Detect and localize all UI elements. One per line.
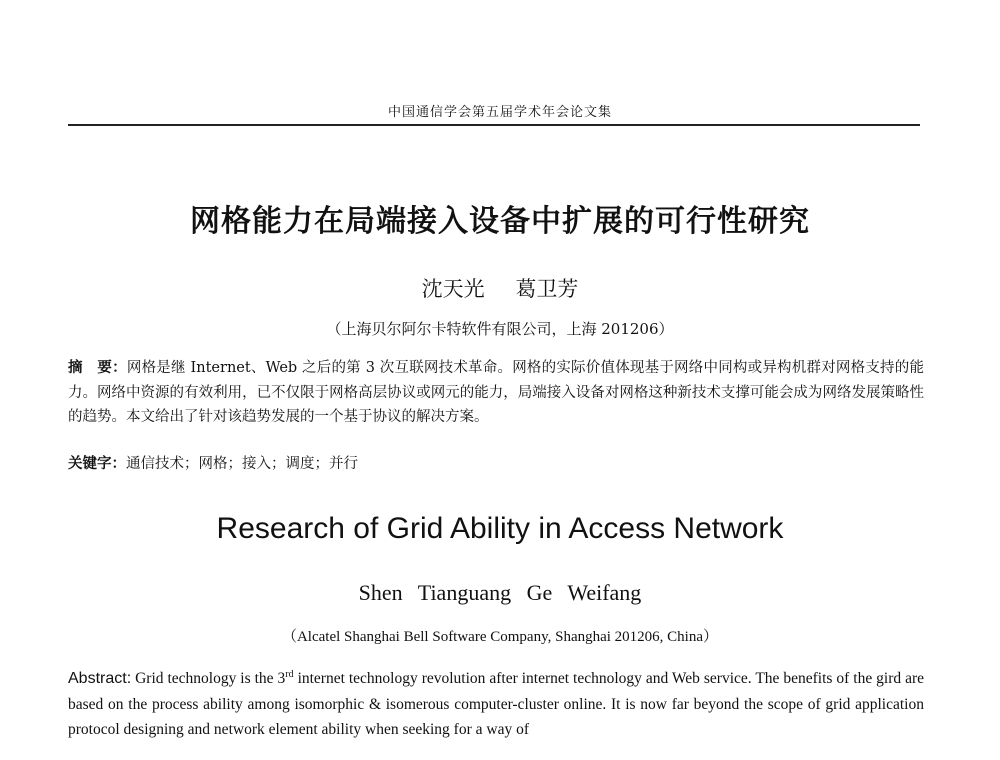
english-abstract-text-rest: internet technology revolution after internet technology and Web service. The benefits of the gird are based on the process ability among isomorphic & isomerous computer-cluster online. It is now far beyond the scope of grid application protocol designing and network element ability when seeking for a way of: [68, 670, 925, 738]
english-abstract-label: Abstract:: [68, 670, 132, 687]
chinese-keywords-label: 关键字：: [68, 456, 126, 472]
chinese-abstract-text: 网格是继 Internet、Web 之后的第 3 次互联网技术革命。网格的实际价值体现基于网络中同构或异构机群对网格支持的能力。网络中资源的有效利用，已不仅限于网格高层协议或网元的能力，局端接入设备对网格这种新技术支撑可能会成为网络发展策略性的趋势。本文给出了针对该趋势发展的一个基于协议的解决方案。: [68, 360, 924, 425]
english-affiliation: （Alcatel Shanghai Bell Software Company, Shanghai 201206, China）: [281, 629, 719, 645]
chinese-abstract-label: 摘 要：: [68, 360, 127, 376]
running-header: 中国通信学会第五届学术年会论文集: [387, 105, 612, 120]
chinese-keywords-text: 通信技术；网格；接入；调度；并行: [126, 456, 358, 472]
english-authors: Shen Tianguang Ge Weifang: [358, 580, 642, 605]
english-abstract-text-start: Grid technology is the 3: [135, 670, 286, 687]
english-abstract: [68, 666, 924, 743]
chinese-title: 网格能力在局端接入设备中扩展的可行性研究: [190, 204, 810, 239]
chinese-affiliation: （上海贝尔阿尔卡特软件有限公司，上海 201206）: [326, 320, 674, 338]
chinese-keywords: [68, 452, 924, 476]
chinese-abstract: [68, 356, 924, 430]
english-title: Research of Grid Ability in Access Network: [216, 512, 784, 545]
english-abstract-ordinal-suffix: rd: [285, 668, 294, 680]
chinese-authors: 沈天光 葛卫芳: [421, 277, 579, 301]
header-rule: [68, 124, 920, 126]
